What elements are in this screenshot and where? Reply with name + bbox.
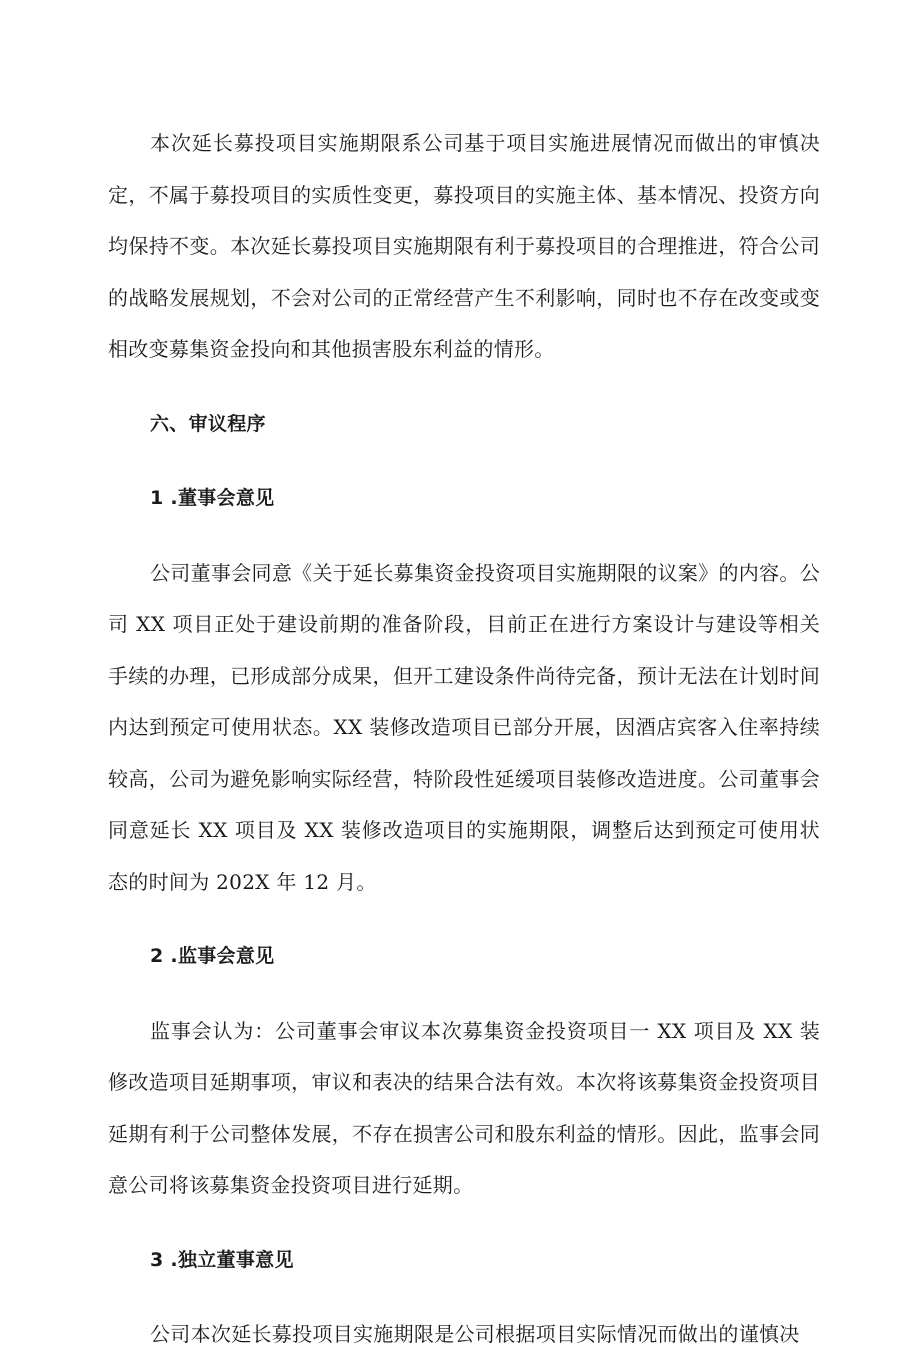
paragraph-gap — [108, 983, 820, 1006]
paragraph-supervisory-opinion: 监事会认为：公司董事会审议本次募集资金投资项目一 XX 项目及 XX 装修改造项目延期事项，审议和表决的结果合法有效。本次将该募集资金投资项目延期有利于公司整体发展，不存在损害公司和股东利益的情形。因此，监事会同意公司将该募集资金投资项目进行延期。 — [108, 1018, 820, 1197]
section-heading-review-procedure: 六、审议程序 — [150, 412, 266, 435]
document-page — [108, 118, 820, 1361]
paragraph-gap — [108, 450, 820, 473]
paragraph-gap — [108, 376, 820, 399]
paragraph-gap — [108, 1212, 820, 1235]
paragraph-independent-director-opinion: 公司本次延长募投项目实施期限是公司根据项目实际情况而做出的谨慎决 — [150, 1322, 800, 1346]
paragraph-gap — [108, 908, 820, 931]
heading-board-opinion: 1 .董事会意见 — [150, 487, 275, 509]
paragraph-gap — [108, 525, 820, 548]
heading-independent-director-opinion: 3 .独立董事意见 — [150, 1248, 294, 1271]
heading-supervisory-opinion: 2 .监事会意见 — [150, 945, 275, 967]
paragraph-board-opinion: 公司董事会同意《关于延长募集资金投资项目实施期限的议案》的内容。公司 XX 项目正处于建设前期的准备阶段，目前正在进行方案设计与建设等相关手续的办理，已形成部分成果，但开工建设条件尚待完备，预计无法在计划时间内达到预定可使用状态。XX 装修改造项目已部分开展，因酒店宾客入住率持续较高，公司为避免影响实际经营，特阶段性延缓项目装修改造进度。公司董事会同意延长 XX 项目及 XX 装修改造项目的实施期限，调整后达到预定可使用状态的时间为 202X 年 12 月。 — [108, 560, 820, 894]
paragraph-gap — [108, 1286, 820, 1309]
paragraph-project-extension: 本次延长募投项目实施期限系公司基于项目实施进展情况而做出的审慎决定，不属于募投项目的实质性变更，募投项目的实施主体、基本情况、投资方向均保持不变。本次延长募投项目实施期限有利于募投项目的合理推进，符合公司的战略发展规划，不会对公司的正常经营产生不利影响，同时也不存在改变或变相改变募集资金投向和其他损害股东利益的情形。 — [108, 131, 820, 361]
